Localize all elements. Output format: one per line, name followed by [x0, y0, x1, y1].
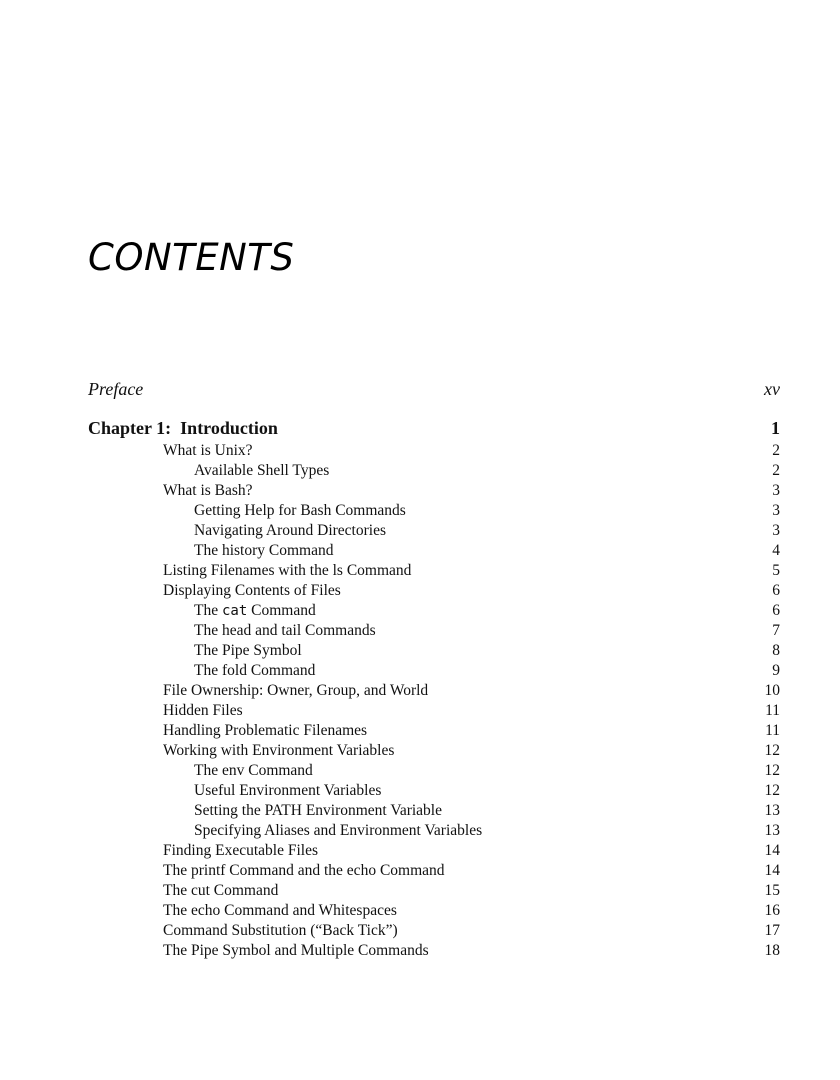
toc-entry-page-number: 4 [772, 542, 780, 559]
toc-entry[interactable] [88, 761, 780, 781]
toc-entry[interactable] [88, 561, 780, 581]
toc-entry[interactable] [88, 821, 780, 841]
chapter-label: Chapter 1: [88, 418, 172, 438]
toc-entry-page-number: 3 [772, 522, 780, 539]
toc-entry-title: Handling Problematic Filenames [163, 722, 368, 739]
toc-entry[interactable] [88, 621, 780, 641]
toc-entry-page-number: 5 [772, 562, 780, 579]
toc-entry-page-number: 2 [772, 442, 780, 459]
toc-entry-title: Listing Filenames with the ls Command [163, 562, 412, 579]
toc-entry-title: Working with Environment Variables [163, 742, 395, 759]
toc-entry-title: The history Command [194, 542, 334, 559]
toc-entry-title: What is Bash? [163, 482, 253, 499]
toc-chapter-entry[interactable] [88, 416, 780, 441]
toc-entry[interactable] [88, 741, 780, 761]
toc-entry-title: File Ownership: Owner, Group, and World [163, 682, 429, 699]
toc-entry-title [88, 601, 316, 621]
toc-entry[interactable] [88, 641, 780, 661]
toc-entry-page-number: 3 [772, 482, 780, 499]
toc-entry-title-text: The [194, 602, 222, 619]
toc-entry[interactable] [88, 681, 780, 701]
toc-entry-title: What is Unix? [163, 442, 253, 459]
toc-entry-page-number: 14 [764, 862, 780, 879]
chapter-title: Introduction [180, 418, 278, 438]
toc-entry-page-number: 12 [764, 762, 780, 779]
toc-entry-page-number: 11 [765, 702, 780, 719]
toc-entry[interactable] [88, 881, 780, 901]
toc-entry[interactable] [88, 601, 780, 621]
toc-preface-entry[interactable] [88, 376, 780, 402]
toc-entry-page-number: 12 [764, 782, 780, 799]
toc-entry-page-number: 2 [772, 462, 780, 479]
toc-entry-page-number: 12 [764, 742, 780, 759]
toc-entry-page-number: 8 [772, 642, 780, 659]
toc-entry-page-number: 3 [772, 502, 780, 519]
toc-entry-page-number: 7 [772, 622, 780, 639]
toc-entry[interactable] [88, 941, 780, 961]
toc-entry-title: Finding Executable Files [163, 842, 318, 859]
toc-entry-title: The printf Command and the echo Command [163, 862, 445, 879]
toc-entry-title: Useful Environment Variables [194, 782, 382, 799]
toc-entry-title: The fold Command [194, 662, 316, 679]
preface-title: Preface [88, 379, 144, 399]
toc-entry[interactable] [88, 841, 780, 861]
toc-entry[interactable] [88, 441, 780, 461]
toc-entry[interactable] [88, 541, 780, 561]
toc-entry-page-number: 6 [772, 582, 780, 599]
toc-entry-page-number: 6 [772, 602, 780, 619]
toc-entry-page-number: 13 [764, 802, 780, 819]
toc-entry[interactable] [88, 861, 780, 881]
toc-entry[interactable] [88, 661, 780, 681]
toc-entry[interactable] [88, 521, 780, 541]
toc-entry[interactable] [88, 801, 780, 821]
chapter-page-number: 1 [771, 418, 780, 438]
toc-entry-title: The Pipe Symbol and Multiple Commands [163, 942, 429, 959]
toc-entry[interactable] [88, 721, 780, 741]
toc-entry[interactable] [88, 901, 780, 921]
toc-entry-title: Getting Help for Bash Commands [194, 502, 406, 519]
toc-entry-title: The echo Command and Whitespaces [163, 902, 397, 919]
toc-entry[interactable] [88, 501, 780, 521]
toc-entry-title: The head and tail Commands [194, 622, 376, 639]
toc-entry-title: Hidden Files [163, 702, 243, 719]
toc-entry[interactable] [88, 581, 780, 601]
toc-entry-title: Setting the PATH Environment Variable [194, 802, 442, 819]
toc-entry-title-text: Command [247, 602, 316, 619]
toc-entry-title: Available Shell Types [194, 462, 330, 479]
toc-entry[interactable] [88, 701, 780, 721]
toc-entry-title: The cut Command [163, 882, 279, 899]
toc-entry-page-number: 11 [765, 722, 780, 739]
toc-entry[interactable] [88, 781, 780, 801]
table-of-contents [88, 376, 780, 961]
toc-entry-title: Specifying Aliases and Environment Variables [194, 822, 483, 839]
toc-entry-title-code: cat [221, 603, 248, 619]
preface-page-number: xv [764, 379, 780, 399]
toc-entry-page-number: 13 [764, 822, 780, 839]
toc-entry-list [88, 441, 780, 961]
toc-entry-title: The env Command [194, 762, 313, 779]
toc-entry-page-number: 14 [764, 842, 780, 859]
chapter-heading [88, 416, 278, 441]
toc-entry-title: The Pipe Symbol [194, 642, 302, 659]
toc-entry[interactable] [88, 481, 780, 501]
toc-entry-page-number: 17 [764, 922, 780, 939]
toc-entry-page-number: 9 [772, 662, 780, 679]
page-title: CONTENTS [88, 236, 295, 279]
toc-entry-page-number: 15 [764, 882, 780, 899]
toc-entry-page-number: 16 [764, 902, 780, 919]
toc-entry-title: Displaying Contents of Files [163, 582, 341, 599]
toc-entry-page-number: 10 [764, 682, 780, 699]
toc-entry[interactable] [88, 461, 780, 481]
toc-entry-title: Command Substitution (“Back Tick”) [163, 922, 398, 939]
toc-entry[interactable] [88, 921, 780, 941]
toc-entry-page-number: 18 [764, 942, 780, 959]
toc-entry-title: Navigating Around Directories [194, 522, 386, 539]
